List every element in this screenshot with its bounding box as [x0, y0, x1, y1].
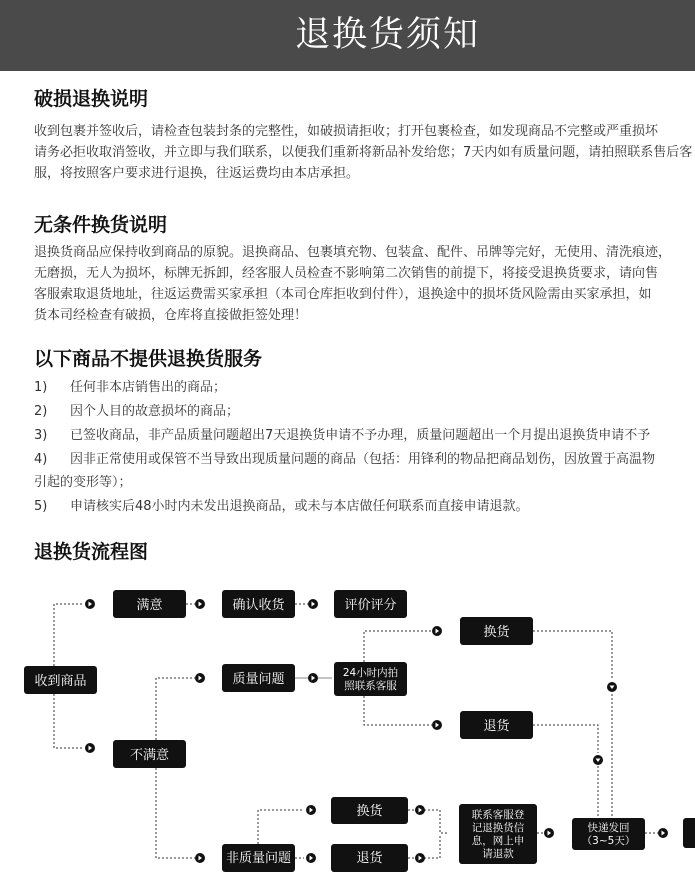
- node-receive: [24, 666, 97, 694]
- node-register-refund: [459, 804, 537, 864]
- damage-line-1: 收到包裹并签收后，请检查包装封条的完整性，如破损请拒收；打开包裹检查，如发现商品不完整或严重损坏: [34, 124, 659, 139]
- node-next-cropped: [683, 818, 695, 848]
- unconditional-line-2: 无磨损，无人为损坏，标牌无拆卸，经客服人员检查不影响第二次销售的前提下，将接受退换货要求，请向售: [34, 266, 659, 281]
- list-item: [34, 426, 650, 446]
- arrow-dot-icon: [432, 720, 442, 730]
- node-unsatisfied: [113, 740, 186, 768]
- node-satisfied: [113, 590, 186, 618]
- svg-text:非质量问题: 非质量问题: [225, 851, 292, 866]
- arrow-dot-icon: [306, 853, 316, 863]
- svg-text:快递发回: 快递发回: [587, 822, 630, 834]
- list-item-continuation: 引起的变形等）；: [34, 475, 132, 490]
- arrow-dot-icon: [85, 599, 95, 609]
- arrow-dot-icon: [85, 743, 95, 753]
- svg-text:息，网上申: 息，网上申: [471, 835, 525, 847]
- svg-text:质量问题: 质量问题: [232, 672, 285, 687]
- list-item-text: 因非正常使用或保管不当导致出现质量问题的商品（包括：用锋利的物品把商品划伤，因放置于高温物: [70, 452, 656, 467]
- return-flowchart: [0, 578, 695, 872]
- list-item-text: 因个人目的故意损坏的商品；: [70, 404, 240, 419]
- list-item-number: 1): [34, 380, 48, 395]
- arrow-dot-icon: [415, 853, 425, 863]
- svg-text:照联系客服: 照联系客服: [344, 680, 397, 692]
- unconditional-line-4: 货本司经检查有破损，仓库将直接做拒签处理！: [34, 308, 308, 323]
- svg-text:收到商品: 收到商品: [34, 674, 87, 689]
- svg-text:换货: 换货: [356, 804, 383, 819]
- arrow-dot-icon: [593, 755, 603, 765]
- svg-text:请退款: 请退款: [482, 848, 514, 860]
- svg-text:（3~5天）: （3~5天）: [581, 835, 636, 847]
- arrow-dot-icon: [415, 805, 425, 815]
- section-heading-damage: 破损退换说明: [34, 88, 149, 110]
- list-item-text: 申请核实后48小时内未发出退换商品，或未与本店做任何联系而直接申请退款。: [70, 499, 529, 514]
- node-contact-24h: [334, 662, 407, 696]
- node-non-quality-issue: [222, 844, 295, 872]
- list-item: [34, 450, 655, 470]
- node-confirm-receipt: [222, 590, 295, 618]
- svg-text:联系客服登: 联系客服登: [471, 809, 525, 821]
- arrow-dot-icon: [308, 673, 318, 683]
- unconditional-line-1: 退换货商品应保持收到商品的原貌。退换商品、包裹填充物、包装盒、配件、吊牌等完好，无使用、清洗痕迹，: [34, 245, 672, 260]
- list-item-number: 3): [34, 428, 48, 443]
- damage-line-2: 请务必拒收取消签收，并立即与我们联系，以便我们重新将新品补发给您；7天内如有质量问题，请拍照联系售后客: [34, 145, 693, 160]
- node-ship-back: [572, 818, 645, 850]
- node-return-bottom: [331, 844, 408, 872]
- list-item-text: 已签收商品，非产品质量问题超出7天退换货申请不予办理，质量问题超出一个月提出退换货申请不予: [70, 428, 651, 443]
- arrow-dot-icon: [658, 828, 668, 838]
- arrow-dot-icon: [195, 853, 205, 863]
- node-rate: [334, 590, 407, 618]
- list-item-number: 5): [34, 499, 48, 514]
- page-title: 退换货须知: [294, 15, 480, 55]
- svg-text:24小时内拍: 24小时内拍: [342, 667, 399, 679]
- svg-text:确认收货: 确认收货: [232, 598, 285, 613]
- node-quality-issue: [222, 664, 295, 692]
- node-exchange-top: [460, 617, 533, 645]
- svg-text:不满意: 不满意: [129, 748, 170, 763]
- svg-text:退货: 退货: [356, 851, 383, 866]
- arrow-dot-icon: [544, 828, 554, 838]
- damage-line-3: 服，将按照客户要求进行退换，往返运费均由本店承担。: [34, 166, 360, 181]
- arrow-dot-icon: [432, 626, 442, 636]
- list-item-number: 4): [34, 452, 48, 467]
- svg-text:评价评分: 评价评分: [344, 598, 397, 613]
- node-return-top: [460, 711, 533, 739]
- svg-text:换货: 换货: [483, 625, 510, 640]
- arrow-dot-icon: [306, 805, 316, 815]
- list-item-text: 任何非本店销售出的商品；: [70, 380, 227, 395]
- node-exchange-bottom: [331, 797, 408, 824]
- header-bar: [0, 0, 695, 71]
- svg-text:退货: 退货: [483, 719, 510, 734]
- list-item: [34, 378, 226, 398]
- list-item: [34, 497, 529, 517]
- arrow-dot-icon: [195, 599, 205, 609]
- arrow-dot-icon: [607, 682, 617, 692]
- section-heading-flowchart: 退换货流程图: [34, 541, 149, 563]
- svg-text:满意: 满意: [136, 598, 163, 613]
- section-heading-no-return: 以下商品不提供退换货服务: [34, 348, 263, 370]
- unconditional-line-3: 客服索取退货地址，往返运费需买家承担（本司仓库拒收到付件），退换途中的损坏货风险需由买家承担，如: [34, 287, 652, 302]
- list-item-number: 2): [34, 404, 48, 419]
- arrow-dot-icon: [308, 599, 318, 609]
- section-heading-unconditional: 无条件换货说明: [34, 214, 168, 236]
- list-item: [34, 402, 239, 422]
- svg-text:记退换货信: 记退换货信: [471, 822, 525, 834]
- arrow-dot-icon: [195, 673, 205, 683]
